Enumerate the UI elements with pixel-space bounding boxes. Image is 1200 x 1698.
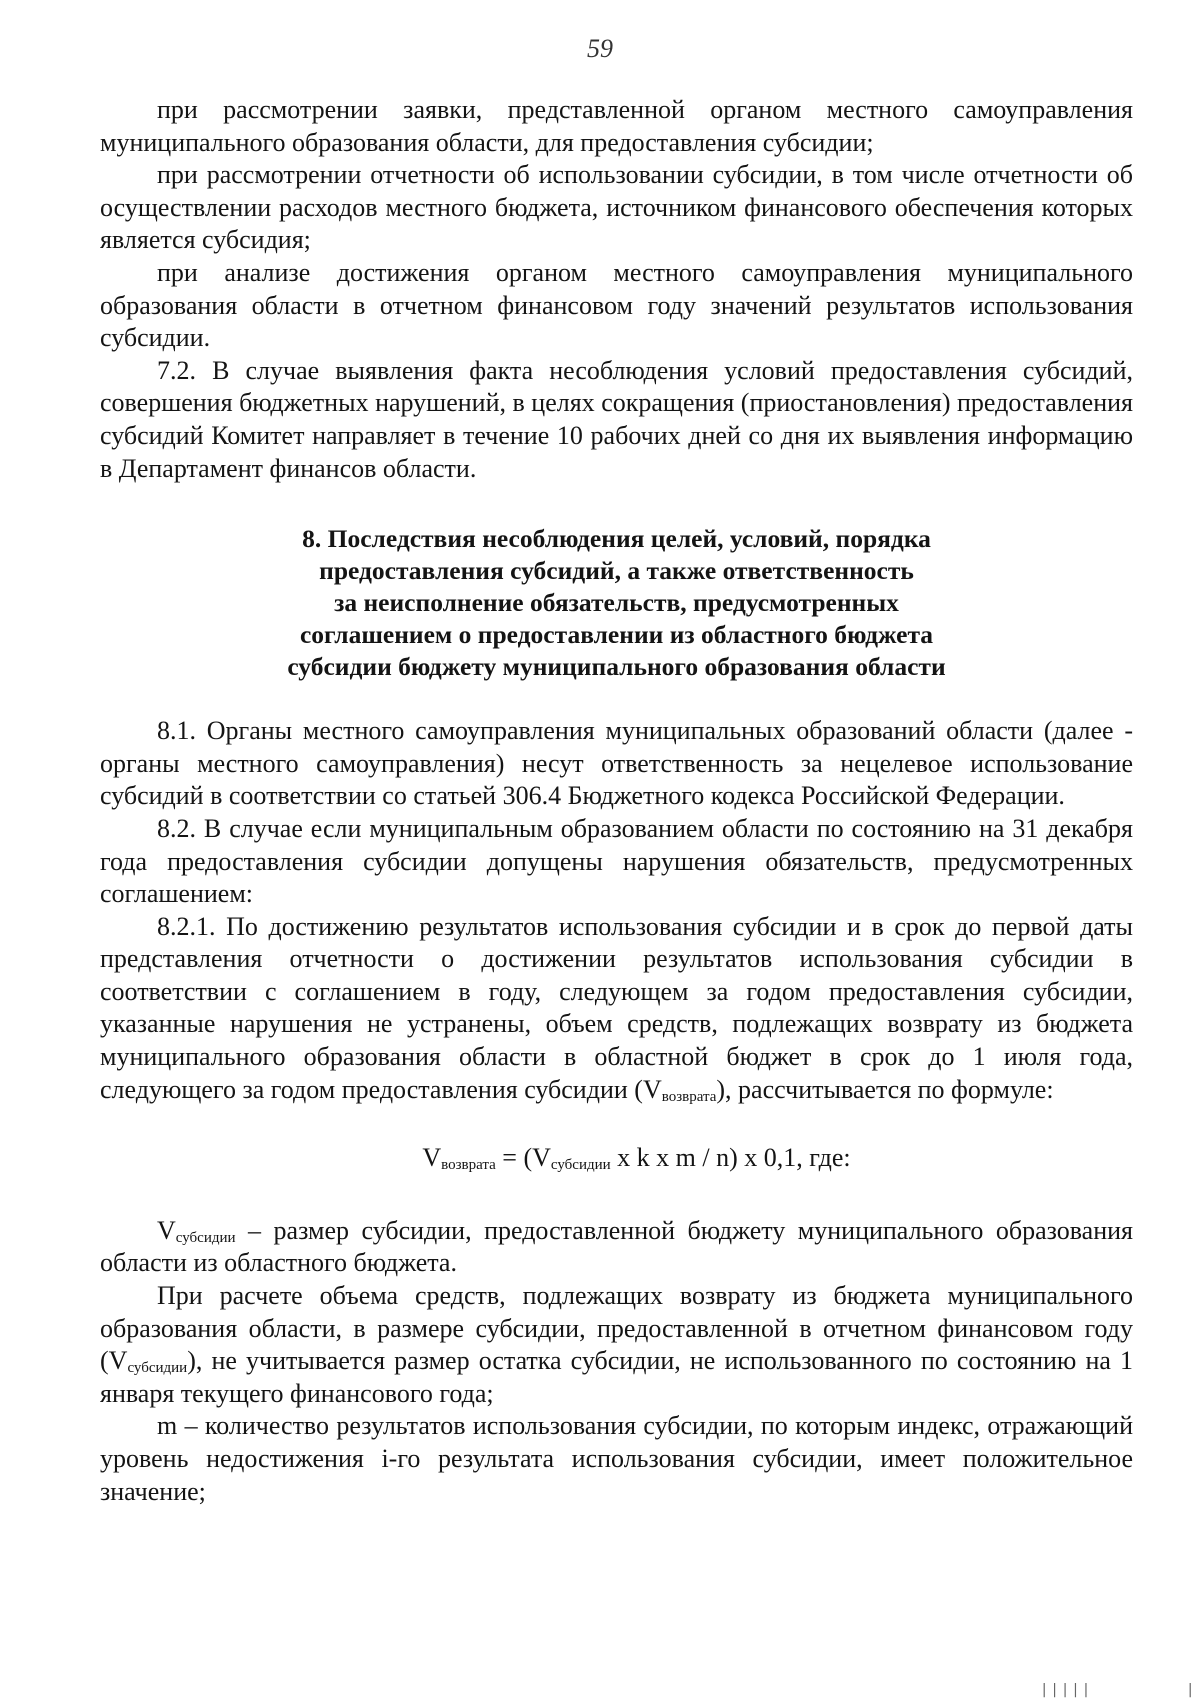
scan-edge-marks: ||||| | [1040,1682,1197,1698]
definition-v: V [157,1215,176,1245]
paragraph-8-2: 8.2. В случае если муниципальным образованием области по состоянию на 31 декабря года предоставления субсидии допущены нарушения обязательств, предусмотренных соглашением: [100,813,1133,909]
paragraph-8-2-1-tail: ), рассчитывается по формуле: [716,1074,1054,1104]
formula-v: V [422,1143,442,1173]
calculation-note-sub: субсидии [127,1360,188,1377]
definition-v-text: – размер субсидии, предоставленной бюджету муниципального образования области из областного бюджета. [100,1215,1133,1278]
definition-v-sub: субсидии [175,1229,236,1246]
subscript-return: возврата [661,1088,717,1105]
paragraph-7-2: 7.2. В случае выявления факта несоблюдения условий предоставления субсидий, совершения бюджетных нарушений, в целях сокращения (приостановления) предоставления субсидий Комитет направляет в течение 10 рабочих дней со дня их выявления информацию в Департамент финансов области. [100,355,1133,483]
section-heading-line: соглашением о предоставлении из областного бюджета [299,620,934,650]
intro-item-1: при рассмотрении заявки, представленной органом местного самоуправления муниципального образования области, для предоставления субсидии; [100,95,1133,157]
paragraph-8-2-1 [100,911,1133,1107]
calculation-note [100,1280,1133,1410]
section-heading-line: за неисполнение обязательств, предусмотренных [334,588,899,618]
formula-rest: x k x m / n) x 0,1, где: [610,1143,851,1173]
document-body [100,94,1133,1508]
paragraph-8-2-1-text: 8.2.1. По достижению результатов использования субсидии и в срок до первой даты представления отчетности о достижении результатов использования субсидии в соответствии с соглашением в году, следующем за годом предоставления субсидии, указанные нарушения не устранены, объем средств, подлежащих возврату из бюджета муниципального образования области в областной бюджет в срок до 1 июля года, следующего за годом предоставления субсидии (V [100,911,1133,1104]
intro-item-3: при анализе достижения органом местного самоуправления муниципального образования области в отчетном финансовом году значений результатов использования субсидии. [100,257,1133,353]
formula-sub-subsidy: субсидии [550,1157,611,1174]
definition-m: m – количество результатов использования субсидии, по которым индекс, отражающий уровень недостижения i-го результата использования субсидии, имеет положительное значение; [100,1411,1133,1506]
section-heading-line: предоставления субсидий, а также ответственность [319,556,914,586]
formula [140,1142,1133,1175]
section-heading [100,523,1133,683]
page-number: 59 [587,34,613,63]
section-heading-line: 8. Последствия несоблюдения целей, условий, порядка [302,524,931,554]
definition-v-subsidy [100,1215,1133,1280]
formula-sub-return: возврата [441,1157,496,1174]
section-heading-line: субсидии бюджету муниципального образования области [287,652,946,682]
calculation-note-tail: ), не учитывается размер остатка субсидии, не использованного по состоянию на 1 января текущего финансового года; [100,1346,1133,1408]
paragraph-8-1: 8.1. Органы местного самоуправления муниципальных образований области (далее - органы местного самоуправления) несут ответственность за нецелевое использование субсидий в соответствии со статьей 306.4 Бюджетного кодекса Российской Федерации. [100,716,1133,811]
calculation-note-text: При расчете объема средств, подлежащих возврату из бюджета муниципального образования области, в размере субсидии, предоставленной в отчетном финансовом году (V [100,1281,1133,1376]
intro-item-2: при рассмотрении отчетности об использовании субсидии, в том числе отчетности об осуществлении расходов местного бюджета, источником финансового обеспечения которых является субсидия; [100,160,1133,255]
formula-eq: = (V [495,1143,551,1173]
